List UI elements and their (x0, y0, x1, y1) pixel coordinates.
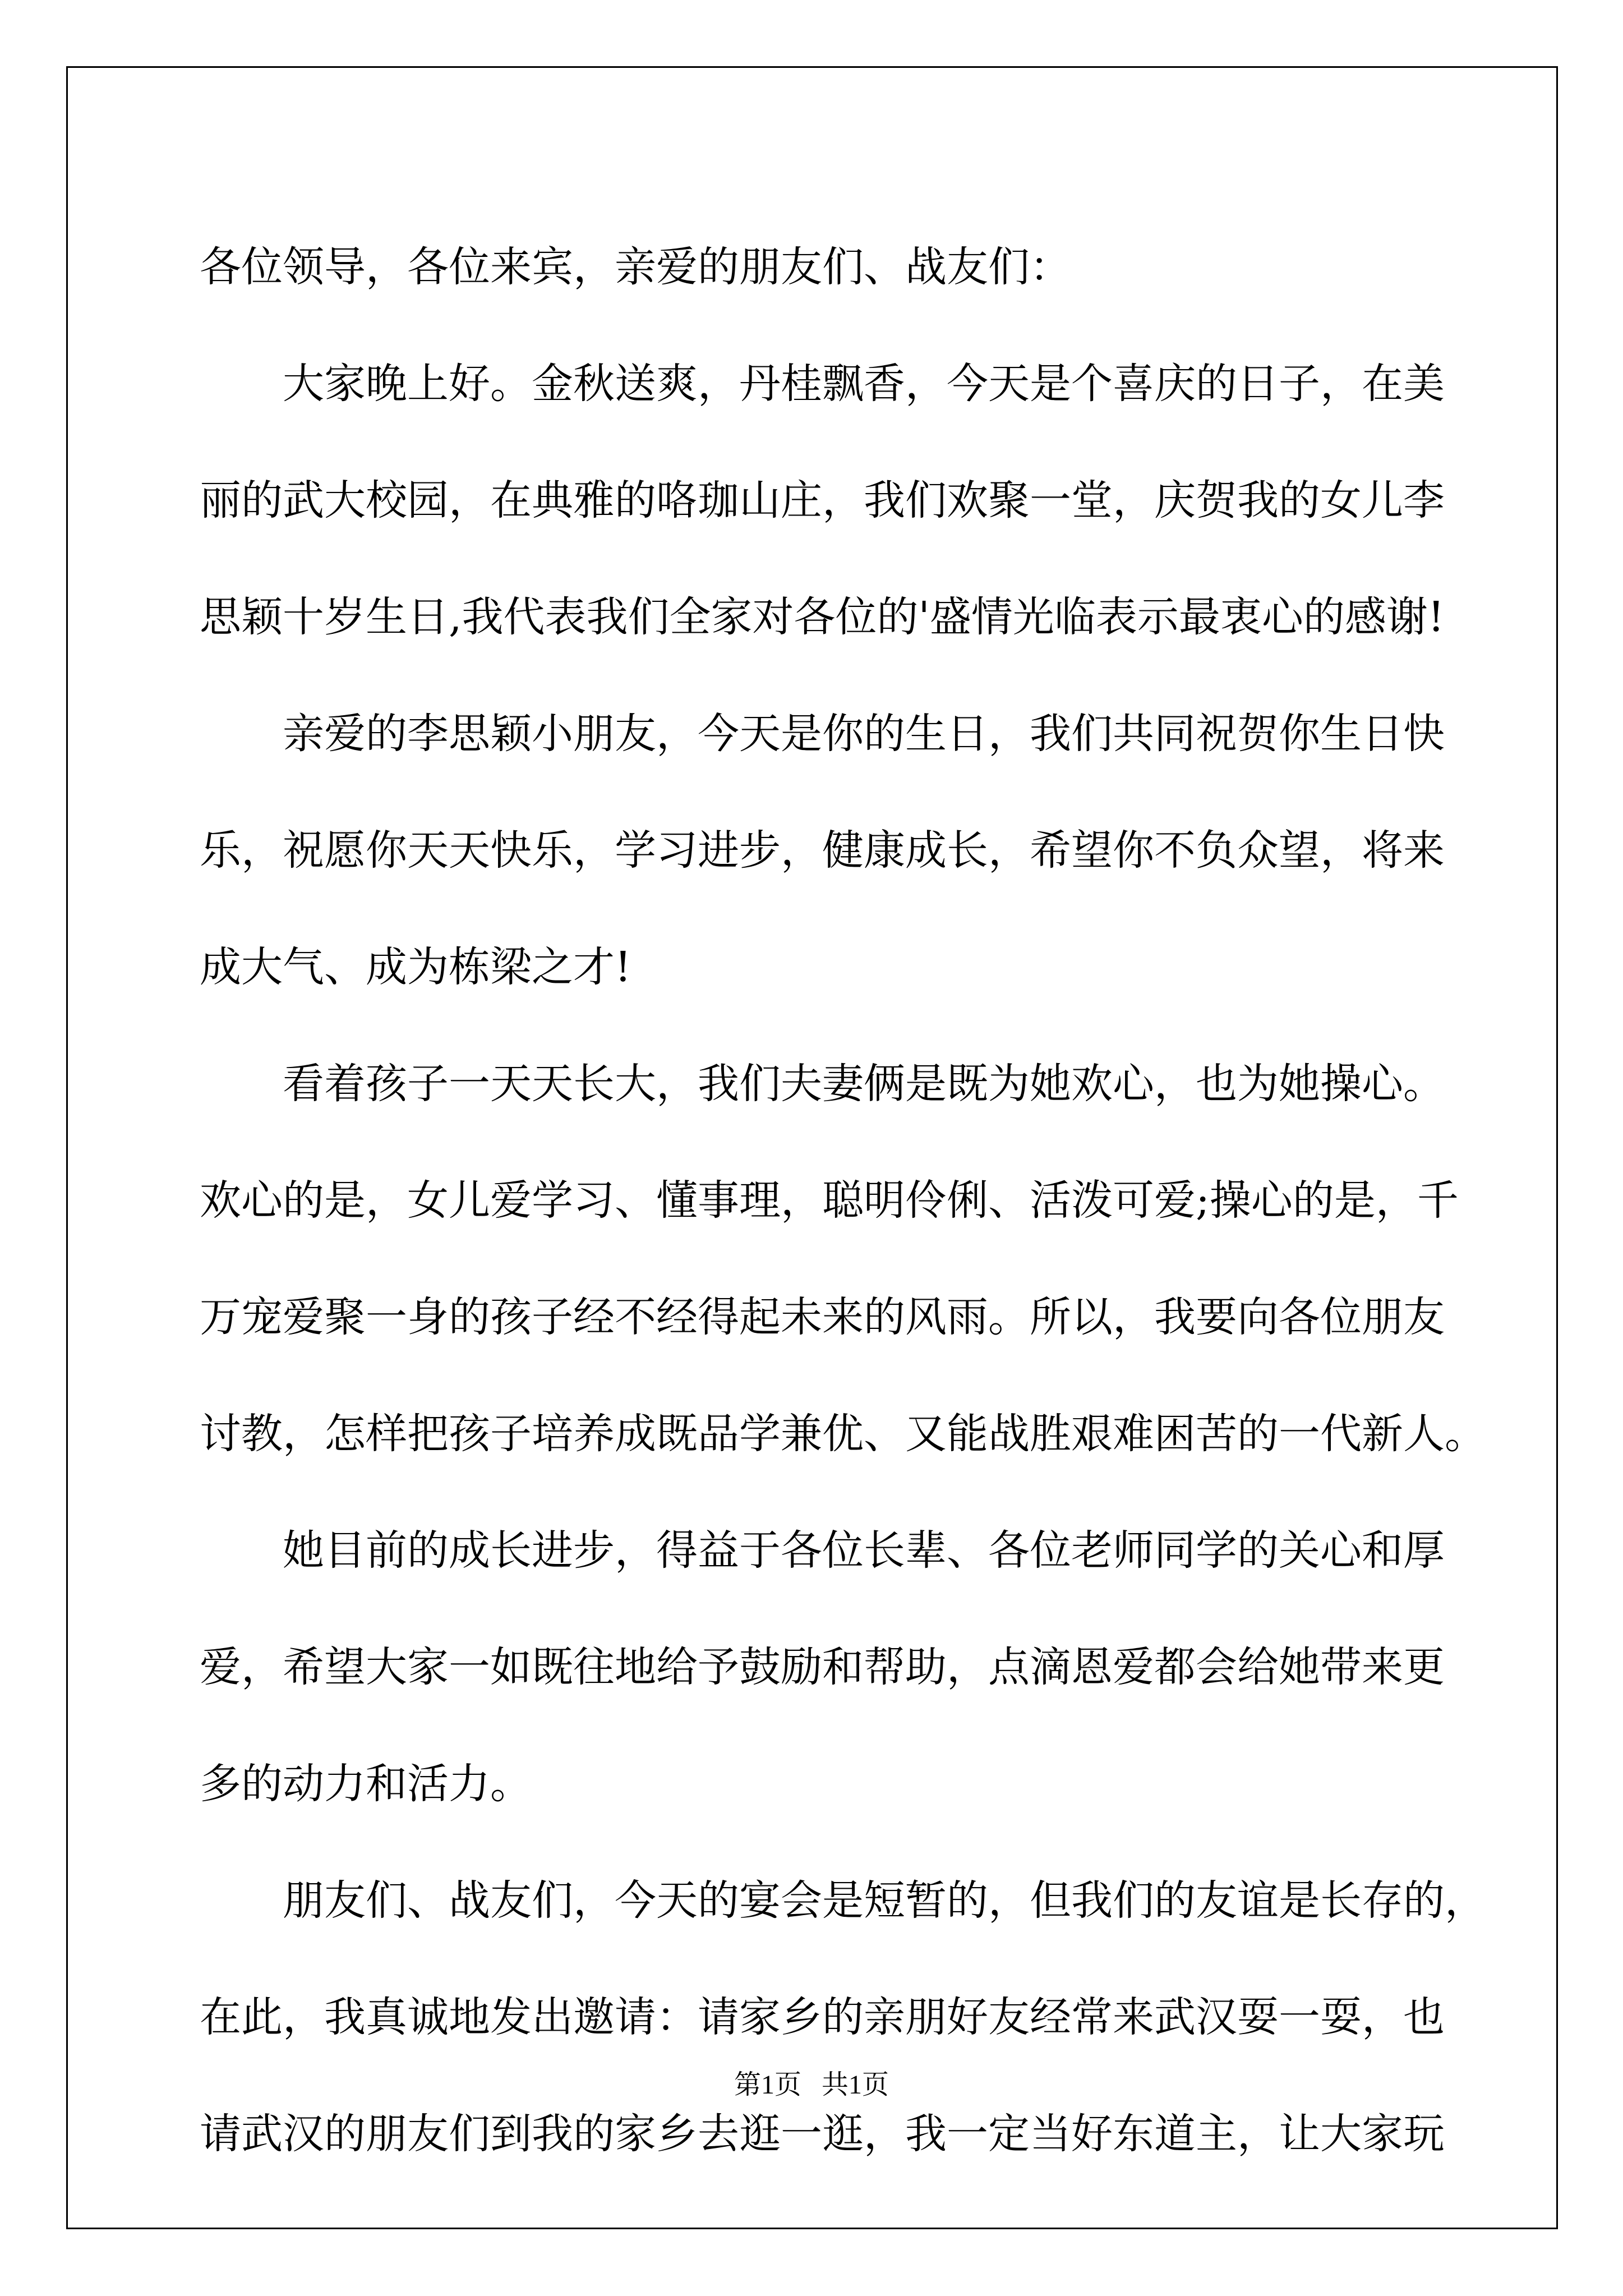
text-line: 思颖十岁生日,我代表我们全家对各位的'盛情光临表示最衷心的感谢! (200, 593, 1445, 641)
text-line: 在此，我真诚地发出邀请：请家乡的亲朋好友经常来武汉耍一耍，也 (200, 1993, 1445, 2041)
text-line: 万宠爱聚一身的孩子经不经得起未来的风雨。所以，我要向各位朋友 (200, 1293, 1445, 1341)
paragraph-first-line: 她目前的成长进步，得益于各位长辈、各位老师同学的关心和厚 (283, 1526, 1445, 1575)
paragraph-first-line: 亲爱的李思颖小朋友，今天是你的生日，我们共同祝贺你生日快 (283, 710, 1445, 758)
paragraph-first-line: 看着孩子一天天长大，我们夫妻俩是既为她欢心，也为她操心。 (283, 1060, 1445, 1108)
text-line: 丽的武大校园，在典雅的咯珈山庄，我们欢聚一堂，庆贺我的女儿李 (200, 476, 1445, 524)
text-line: 多的动力和活力。 (200, 1760, 532, 1808)
text-line: 欢心的是，女儿爱学习、懂事理，聪明伶俐、活泼可爱;操心的是，千 (200, 1176, 1459, 1225)
text-line: 各位领导，各位来宾，亲爱的朋友们、战友们： (200, 243, 1071, 291)
paragraph-first-line: 朋友们、战友们，今天的宴会是短暂的，但我们的友谊是长存的， (283, 1876, 1486, 1925)
text-line: 请武汉的朋友们到我的家乡去逛一逛，我一定当好东道主，让大家玩 (200, 2110, 1445, 2158)
page-footer: 第1页 共1页 (734, 2070, 889, 2100)
text-line: 乐，祝愿你天天快乐，学习进步，健康成长，希望你不负众望，将来 (200, 826, 1445, 875)
text-line: 讨教，怎样把孩子培养成既品学兼优、又能战胜艰难困苦的一代新人。 (200, 1410, 1486, 1458)
text-line: 爱，希望大家一如既往地给予鼓励和帮助，点滴恩爱都会给她带来更 (200, 1643, 1445, 1691)
text-line: 成大气、成为栋梁之才! (200, 943, 631, 991)
paragraph-first-line: 大家晚上好。金秋送爽，丹桂飘香，今天是个喜庆的日子，在美 (283, 360, 1445, 408)
